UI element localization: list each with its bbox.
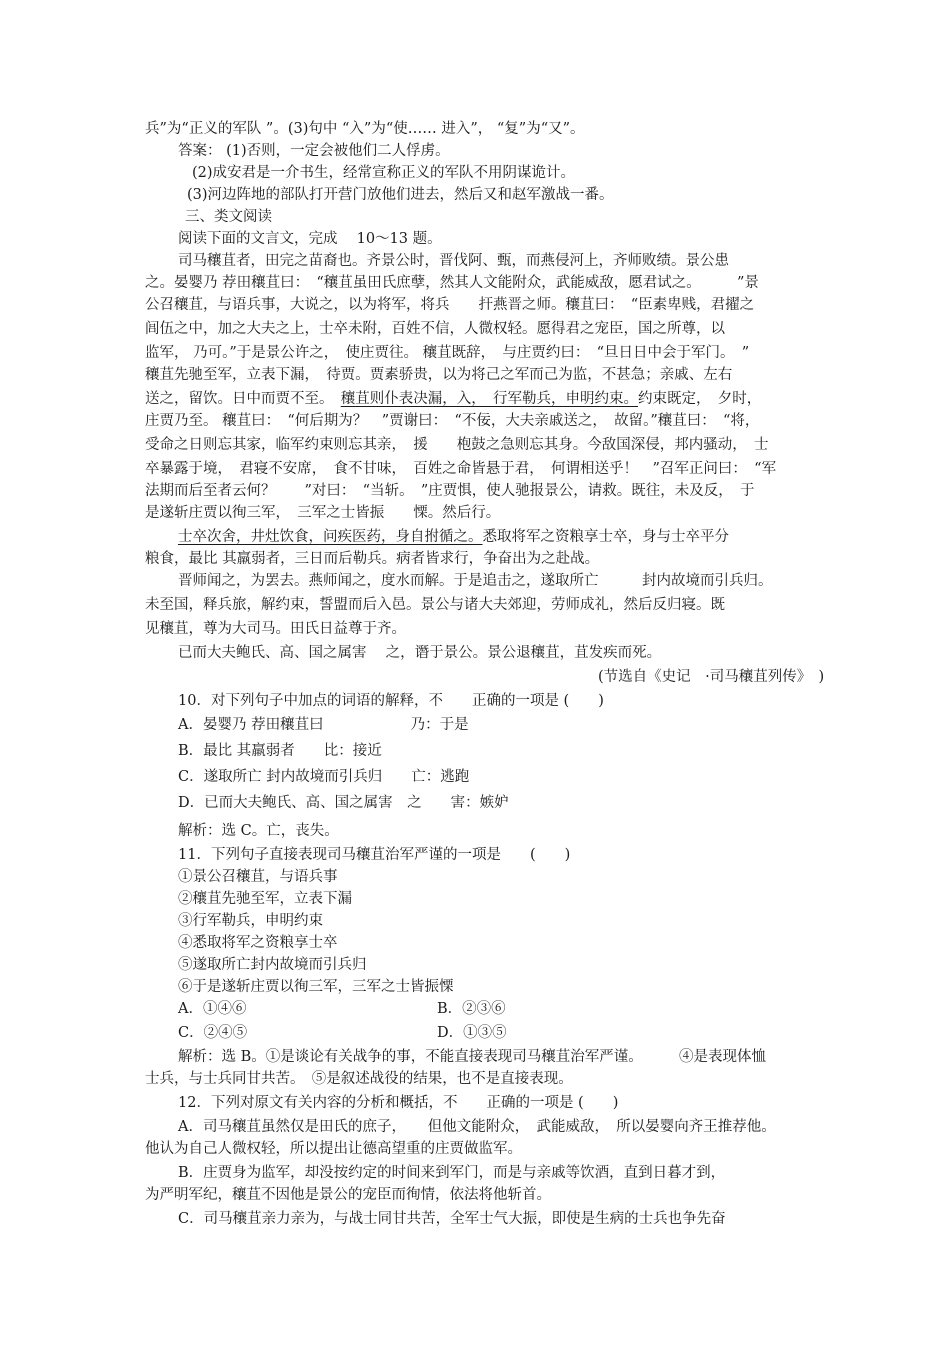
line-text: 公召穰苴，与语兵事，大说之，以为将军，将兵 扞燕晋之师。穰苴曰： “臣素卑贱，君擢之	[145, 297, 755, 313]
text-line	[178, 570, 773, 592]
line-text: 解析：选 C。亡，丧失。	[178, 823, 339, 839]
line-text: 三、类文阅读	[185, 209, 272, 225]
text-line	[145, 1184, 551, 1206]
text-line	[178, 1046, 766, 1068]
line-text: 士兵，与士兵同甘共苦。 ⑤是叙述战役的结果，也不是直接表现。	[145, 1071, 573, 1087]
line-text: B．庄贾身为监军，却没按约定的时间来到军门，而是与亲戚等饮酒，直到日暮才到，	[178, 1165, 726, 1181]
text-line	[598, 666, 824, 688]
line-text: 卒暴露于境， 君寝不安席， 食不甘味， 百姓之命皆悬于君， 何谓相送乎！ ”召军正问曰： “军	[145, 461, 777, 477]
text-line	[145, 342, 749, 364]
line-text: B．最比 其羸弱者 比：接近	[178, 743, 382, 759]
text-line	[145, 548, 599, 570]
line-text: A．①④⑥	[178, 1001, 247, 1017]
text-line	[178, 766, 469, 788]
line-text: 为严明军纪，穰苴不因他是景公的宠臣而徇情，依法将他斩首。	[145, 1187, 551, 1203]
line-text: 司马穰苴者，田完之苗裔也。齐景公时，晋伐阿、甄，而燕侵河上，齐师败绩。景公患	[178, 253, 729, 269]
text-line	[178, 250, 729, 272]
line-text: ①景公召穰苴，与语兵事	[178, 869, 338, 885]
line-text: (节选自《史记 ·司马穰苴列传》 )	[598, 669, 825, 685]
option-right: B．②③⑥	[437, 1001, 506, 1017]
line-text: ④悉取将军之资粮享士卒	[178, 935, 338, 951]
line-text: 未至国，释兵旅，解约束，誓盟而后入邑。景公与诸大夫郊迎，劳师成礼，然后反归寝。既	[145, 597, 725, 613]
line-text-tail: 悉取将军之资粮享士卒，身与士卒平分	[482, 529, 729, 545]
line-text: 11．下列句子直接表现司马穰苴治军严谨的一项是 ( )	[178, 847, 571, 863]
underlined-text: 士卒次舍，井灶饮食，问疾医药，身自拊循之。	[178, 529, 483, 545]
line-text: D．已而大夫鲍氏、高、国之属害 之 害：嫉妒	[178, 795, 509, 811]
line-text: 送之，留饮。日中而贾不至。	[145, 391, 341, 407]
line-text: 10．对下列句子中加点的词语的解释，不 正确的一项是 ( )	[178, 693, 604, 709]
text-line	[145, 1068, 573, 1090]
text-line	[178, 1162, 725, 1184]
text-line	[178, 642, 661, 664]
line-text: C．司马穰苴亲力亲为，与战士同甘共苦，全军士气大振，即使是生病的士兵也争先奋	[178, 1211, 726, 1227]
line-text: 法期而后至者云何？ ”对曰： “当斩。 ”庄贾惧，使人驰报景公，请救。既往，未及反， 于	[145, 483, 755, 499]
text-line	[145, 410, 759, 432]
line-text: (3)河边阵地的部队打开营门放他们进去，然后又和赵军激战一番。	[187, 187, 614, 203]
line-text: ⑤遂取所亡封内故境而引兵归	[178, 957, 367, 973]
line-text: 是遂斩庄贾以徇三军， 三军之士皆振 慄。然后行。	[145, 505, 501, 521]
line-text: 见穰苴，尊为大司马。田氏日益尊于齐。	[145, 621, 406, 637]
line-text: 晋师闻之，为罢去。燕师闻之，度水而解。于是追击之，遂取所亡 封内故境而引兵归。	[178, 573, 773, 589]
line-text: 闾伍之中，加之大夫之上，士卒未附，百姓不信，人微权轻。愿得君之宠臣，国之所尊，以	[145, 321, 725, 337]
text-line	[178, 714, 469, 736]
text-line	[145, 458, 776, 480]
text-line	[145, 480, 755, 502]
text-line	[178, 888, 352, 910]
line-text: ②穰苴先驰至军，立表下漏	[178, 891, 352, 907]
line-text: 兵”为“正义的军队 ”。(3)句中 “入”为“使…… 进入”， “复”为“又”。	[145, 121, 585, 137]
text-line	[192, 162, 575, 184]
line-text: ⑥于是遂斩庄贾以徇三军，三军之士皆振慄	[178, 979, 454, 995]
text-line	[178, 1208, 726, 1230]
text-line	[178, 932, 338, 954]
line-text: 粮食，最比 其羸弱者，三日而后勒兵。病者皆求行，争奋出为之赴战。	[145, 551, 600, 567]
text-line	[178, 866, 338, 888]
line-text: 答案： (1)否则，一定会被他们二人俘虏。	[178, 143, 450, 159]
text-line	[145, 1138, 522, 1160]
text-line	[145, 118, 585, 140]
line-text: 12．下列对原文有关内容的分析和概括，不 正确的一项是 ( )	[178, 1095, 619, 1111]
line-text: ③行军勒兵，申明约束	[178, 913, 323, 929]
line-text: (2)成安君是一介书生，经常宣称正义的军队不用阴谋诡计。	[192, 165, 576, 181]
text-line	[178, 1022, 247, 1044]
text-line	[178, 998, 246, 1020]
line-text: 阅读下面的文言文，完成 10～13 题。	[178, 231, 442, 247]
text-line	[178, 792, 509, 814]
line-text: 穰苴先驰至军，立表下漏， 待贾。贾素骄贵，以为将己之军而己为监，不甚急；亲戚、左右	[145, 367, 733, 383]
text-line	[145, 594, 725, 616]
text-line	[185, 206, 272, 228]
text-line	[145, 502, 500, 524]
text-line	[178, 1092, 618, 1114]
line-text: 已而大夫鲍氏、高、国之属害 之，谮于景公。景公退穰苴，苴发疾而死。	[178, 645, 662, 661]
line-text: A．司马穰苴虽然仅是田氏的庶子， 但他文能附众， 武能威敌， 所以晏婴向齐王推荐他。	[178, 1119, 776, 1135]
line-text: A．晏婴乃 荐田穰苴曰 乃：于是	[178, 717, 469, 733]
text-line	[145, 318, 725, 340]
line-text: 受命之日则忘其家，临军约束则忘其亲， 援 枹鼓之急则忘其身。今敌国深侵，邦内骚动， 士	[145, 437, 769, 453]
line-text: 他认为自己人微权轻，所以提出让德高望重的庄贾做监军。	[145, 1141, 522, 1157]
line-text: C．遂取所亡 封内故境而引兵归 亡：逃跑	[178, 769, 470, 785]
line-text-tail: 约束既定， 夕时，	[638, 391, 762, 407]
line-text: 之。晏婴乃 荐田穰苴曰： “穰苴虽田氏庶孽，然其人文能附众，武能威敌，愿君试之。 ”景	[145, 275, 759, 291]
text-line	[178, 954, 367, 976]
text-line	[178, 976, 454, 998]
text-line	[145, 434, 769, 456]
text-line	[187, 184, 614, 206]
option-right: D．①③⑤	[437, 1025, 507, 1041]
line-text: 监军， 乃可。”于是景公许之， 使庄贾往。 穰苴既辞， 与庄贾约曰： “旦日日中会于军门。 ”	[145, 345, 750, 361]
underlined-text: 穰苴则仆表决漏，入， 行军勒兵，申明约束。	[340, 391, 638, 407]
text-line	[178, 1116, 776, 1138]
line-text: C．②④⑤	[178, 1025, 248, 1041]
text-line	[178, 844, 570, 866]
text-line	[145, 618, 406, 640]
text-line	[145, 388, 761, 410]
text-line	[145, 272, 759, 294]
text-line	[178, 820, 339, 842]
text-line	[178, 228, 442, 250]
text-line	[178, 526, 729, 548]
text-line	[178, 910, 323, 932]
text-line	[145, 364, 732, 386]
text-line	[178, 740, 382, 762]
text-line	[178, 690, 604, 712]
text-line	[178, 140, 450, 162]
line-text: 解析：选 B。①是谈论有关战争的事，不能直接表现司马穰苴治军严谨。 ④是表现体恤	[178, 1049, 767, 1065]
text-line	[145, 294, 754, 316]
line-text: 庄贾乃至。 穰苴曰： “何后期为？ ”贾谢曰： “不佞，大夫亲戚送之， 故留。”穰苴曰： “将，	[145, 413, 760, 429]
